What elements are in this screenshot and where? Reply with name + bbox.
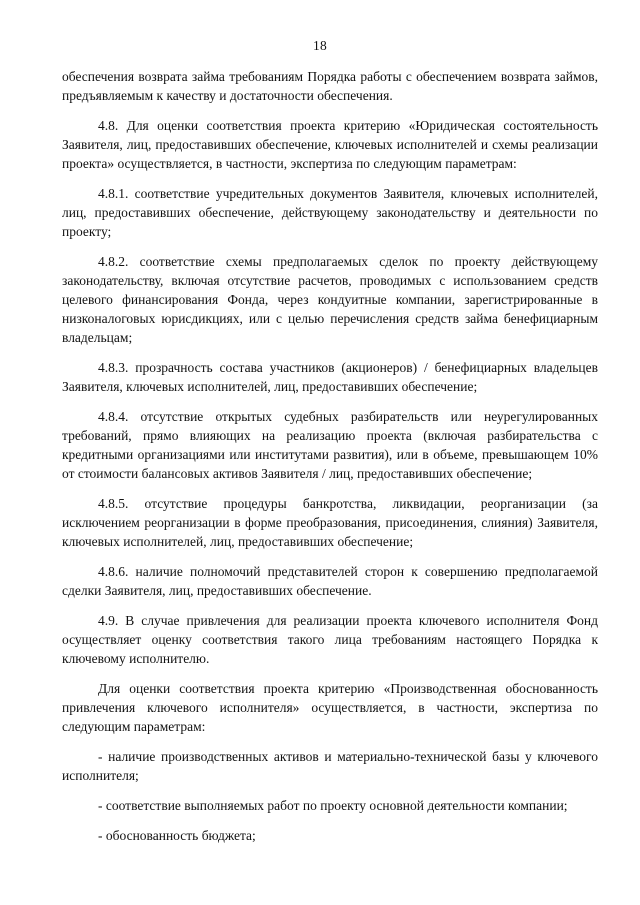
list-item-production-assets: - наличие производственных активов и материально-технической базы у ключевого исполнителя; — [62, 749, 598, 783]
paragraph-4-8-2: 4.8.2. соответствие схемы предполагаемых сделок по проекту действующему законодательству, включая отсутствие расчетов, проводимых с использованием средств целевого финансирования Фонда, через кондуитные компании, зарегистрированные в низконалоговых юрисдикциях, или с целью перечисления средств займа бенефициарным владельцам; — [62, 254, 598, 345]
paragraph-4-8: 4.8. Для оценки соответствия проекта критерию «Юридическая состоятельность Заявителя, лиц, предоставивших обеспечение, ключевых исполнителей и схемы реализации проекта» осуществляется, в частности, экспертиза по следующим параметрам: — [62, 118, 598, 171]
paragraph-4-8-6: 4.8.6. наличие полномочий представителей сторон к совершению предполагаемой сделки Заявителя, лиц, предоставивших обеспечение. — [62, 564, 598, 598]
paragraph-4-8-5: 4.8.5. отсутствие процедуры банкротства, ликвидации, реорганизации (за исключением реорганизации в форме преобразования, присоединения, слияния) Заявителя, ключевых исполнителей, лиц, предоставивших обеспечение; — [62, 496, 598, 549]
paragraph-intro-continuation: обеспечения возврата займа требованиям Порядка работы с обеспечением возврата займов, предъявляемым к качеству и достаточности обеспечения. — [62, 69, 598, 103]
list-item-work-conformity: - соответствие выполняемых работ по проекту основной деятельности компании; — [98, 798, 568, 813]
document-body — [62, 67, 598, 856]
paragraph-4-9: 4.9. В случае привлечения для реализации проекта ключевого исполнителя Фонд осуществляет оценку соответствия такого лица требованиям настоящего Порядка к ключевому исполнителю. — [62, 613, 598, 666]
page-number: 18 — [313, 38, 327, 53]
paragraph-4-8-3: 4.8.3. прозрачность состава участников (акционеров) / бенефициарных владельцев Заявителя, ключевых исполнителей, лиц, предоставивших обеспечение; — [62, 360, 598, 394]
paragraph-4-8-4: 4.8.4. отсутствие открытых судебных разбирательств или неурегулированных требований, прямо влияющих на реализацию проекта (включая разбирательства с кредитными организациями или институтами развития), или в объеме, превышающем 10% от стоимости балансовых активов Заявителя / лиц, предоставивших обеспечение; — [62, 409, 598, 481]
paragraph-4-8-1: 4.8.1. соответствие учредительных документов Заявителя, ключевых исполнителей, лиц, предоставивших обеспечение, действующему законодательству и деятельности по проекту; — [62, 186, 598, 239]
list-item-budget: - обоснованность бюджета; — [98, 828, 256, 843]
paragraph-criterion: Для оценки соответствия проекта критерию «Производственная обоснованность привлечения ключевого исполнителя» осуществляется, в частности, экспертиза по следующим параметрам: — [62, 681, 598, 734]
